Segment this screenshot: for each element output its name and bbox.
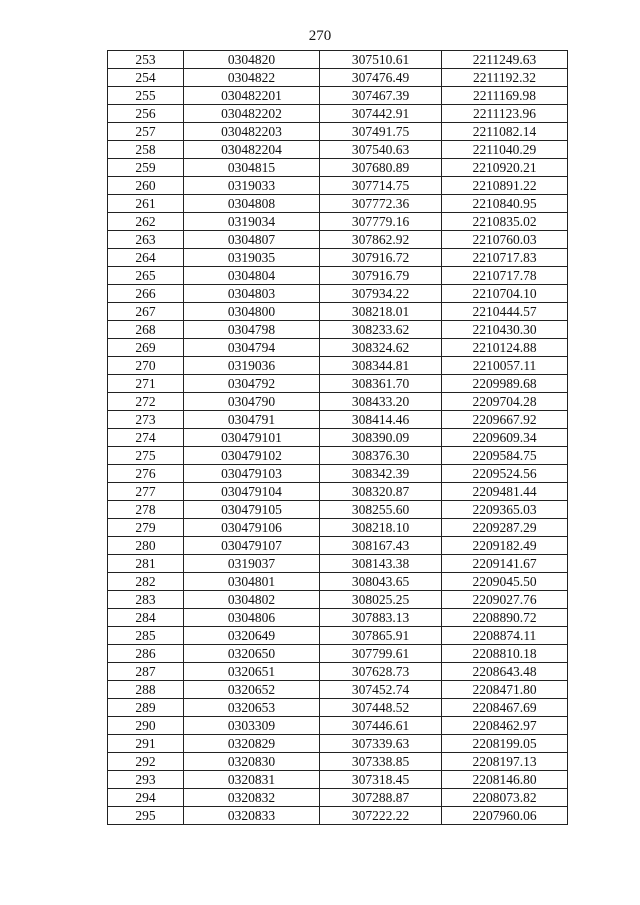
y-coordinate-cell: 2208890.72 bbox=[442, 609, 568, 627]
table-row bbox=[108, 285, 568, 303]
x-coordinate-cell: 307772.36 bbox=[320, 195, 442, 213]
y-coordinate-cell: 2208073.82 bbox=[442, 789, 568, 807]
table-body bbox=[108, 51, 568, 825]
table-row bbox=[108, 69, 568, 87]
point-id-cell: 0320649 bbox=[184, 627, 320, 645]
y-coordinate-cell: 2210430.30 bbox=[442, 321, 568, 339]
y-coordinate-cell: 2208471.80 bbox=[442, 681, 568, 699]
point-id-cell: 0319034 bbox=[184, 213, 320, 231]
table-row bbox=[108, 501, 568, 519]
table-row bbox=[108, 339, 568, 357]
x-coordinate-cell: 307714.75 bbox=[320, 177, 442, 195]
row-index-cell: 256 bbox=[108, 105, 184, 123]
row-index-cell: 283 bbox=[108, 591, 184, 609]
table-row bbox=[108, 375, 568, 393]
y-coordinate-cell: 2209609.34 bbox=[442, 429, 568, 447]
row-index-cell: 285 bbox=[108, 627, 184, 645]
table-row bbox=[108, 465, 568, 483]
table-row bbox=[108, 357, 568, 375]
point-id-cell: 0303309 bbox=[184, 717, 320, 735]
x-coordinate-cell: 307680.89 bbox=[320, 159, 442, 177]
y-coordinate-cell: 2208146.80 bbox=[442, 771, 568, 789]
row-index-cell: 288 bbox=[108, 681, 184, 699]
y-coordinate-cell: 2208462.97 bbox=[442, 717, 568, 735]
y-coordinate-cell: 2211192.32 bbox=[442, 69, 568, 87]
y-coordinate-cell: 2209481.44 bbox=[442, 483, 568, 501]
x-coordinate-cell: 307862.92 bbox=[320, 231, 442, 249]
x-coordinate-cell: 308324.62 bbox=[320, 339, 442, 357]
point-id-cell: 030479105 bbox=[184, 501, 320, 519]
y-coordinate-cell: 2209584.75 bbox=[442, 447, 568, 465]
point-id-cell: 0304820 bbox=[184, 51, 320, 69]
y-coordinate-cell: 2210444.57 bbox=[442, 303, 568, 321]
table-row bbox=[108, 645, 568, 663]
x-coordinate-cell: 308233.62 bbox=[320, 321, 442, 339]
x-coordinate-cell: 307916.72 bbox=[320, 249, 442, 267]
row-index-cell: 294 bbox=[108, 789, 184, 807]
x-coordinate-cell: 307491.75 bbox=[320, 123, 442, 141]
x-coordinate-cell: 307934.22 bbox=[320, 285, 442, 303]
table-row bbox=[108, 249, 568, 267]
y-coordinate-cell: 2210835.02 bbox=[442, 213, 568, 231]
y-coordinate-cell: 2209989.68 bbox=[442, 375, 568, 393]
point-id-cell: 0304790 bbox=[184, 393, 320, 411]
x-coordinate-cell: 307476.49 bbox=[320, 69, 442, 87]
y-coordinate-cell: 2210704.10 bbox=[442, 285, 568, 303]
x-coordinate-cell: 307628.73 bbox=[320, 663, 442, 681]
point-id-cell: 030482204 bbox=[184, 141, 320, 159]
x-coordinate-cell: 307883.13 bbox=[320, 609, 442, 627]
table-row bbox=[108, 159, 568, 177]
x-coordinate-cell: 308043.65 bbox=[320, 573, 442, 591]
row-index-cell: 272 bbox=[108, 393, 184, 411]
point-id-cell: 0320652 bbox=[184, 681, 320, 699]
x-coordinate-cell: 307452.74 bbox=[320, 681, 442, 699]
x-coordinate-cell: 307318.45 bbox=[320, 771, 442, 789]
point-id-cell: 0304801 bbox=[184, 573, 320, 591]
row-index-cell: 277 bbox=[108, 483, 184, 501]
point-id-cell: 030479103 bbox=[184, 465, 320, 483]
table-row bbox=[108, 177, 568, 195]
row-index-cell: 259 bbox=[108, 159, 184, 177]
y-coordinate-cell: 2208199.05 bbox=[442, 735, 568, 753]
row-index-cell: 254 bbox=[108, 69, 184, 87]
y-coordinate-cell: 2209027.76 bbox=[442, 591, 568, 609]
row-index-cell: 287 bbox=[108, 663, 184, 681]
x-coordinate-cell: 308344.81 bbox=[320, 357, 442, 375]
point-id-cell: 0319033 bbox=[184, 177, 320, 195]
x-coordinate-cell: 307779.16 bbox=[320, 213, 442, 231]
table-row bbox=[108, 771, 568, 789]
row-index-cell: 266 bbox=[108, 285, 184, 303]
table-row bbox=[108, 303, 568, 321]
point-id-cell: 0304808 bbox=[184, 195, 320, 213]
x-coordinate-cell: 308167.43 bbox=[320, 537, 442, 555]
x-coordinate-cell: 307799.61 bbox=[320, 645, 442, 663]
point-id-cell: 0304815 bbox=[184, 159, 320, 177]
point-id-cell: 0304802 bbox=[184, 591, 320, 609]
row-index-cell: 265 bbox=[108, 267, 184, 285]
table-row bbox=[108, 537, 568, 555]
table-row bbox=[108, 753, 568, 771]
x-coordinate-cell: 308433.20 bbox=[320, 393, 442, 411]
y-coordinate-cell: 2209524.56 bbox=[442, 465, 568, 483]
row-index-cell: 278 bbox=[108, 501, 184, 519]
table-row bbox=[108, 321, 568, 339]
point-id-cell: 0320651 bbox=[184, 663, 320, 681]
row-index-cell: 263 bbox=[108, 231, 184, 249]
table-row bbox=[108, 555, 568, 573]
row-index-cell: 257 bbox=[108, 123, 184, 141]
point-id-cell: 0319037 bbox=[184, 555, 320, 573]
point-id-cell: 0320832 bbox=[184, 789, 320, 807]
point-id-cell: 0304804 bbox=[184, 267, 320, 285]
table-row bbox=[108, 663, 568, 681]
table-row bbox=[108, 231, 568, 249]
x-coordinate-cell: 308342.39 bbox=[320, 465, 442, 483]
row-index-cell: 268 bbox=[108, 321, 184, 339]
row-index-cell: 271 bbox=[108, 375, 184, 393]
point-id-cell: 0320831 bbox=[184, 771, 320, 789]
y-coordinate-cell: 2210840.95 bbox=[442, 195, 568, 213]
x-coordinate-cell: 307916.79 bbox=[320, 267, 442, 285]
y-coordinate-cell: 2210760.03 bbox=[442, 231, 568, 249]
y-coordinate-cell: 2208197.13 bbox=[442, 753, 568, 771]
point-id-cell: 0319036 bbox=[184, 357, 320, 375]
point-id-cell: 030479101 bbox=[184, 429, 320, 447]
y-coordinate-cell: 2210057.11 bbox=[442, 357, 568, 375]
table-row bbox=[108, 807, 568, 825]
y-coordinate-cell: 2208467.69 bbox=[442, 699, 568, 717]
table-row bbox=[108, 483, 568, 501]
table-row bbox=[108, 735, 568, 753]
x-coordinate-cell: 307339.63 bbox=[320, 735, 442, 753]
coordinates-table bbox=[107, 50, 568, 825]
table-row bbox=[108, 141, 568, 159]
table-row bbox=[108, 609, 568, 627]
table-row bbox=[108, 591, 568, 609]
x-coordinate-cell: 308218.01 bbox=[320, 303, 442, 321]
point-id-cell: 030479104 bbox=[184, 483, 320, 501]
table-row bbox=[108, 429, 568, 447]
point-id-cell: 030482202 bbox=[184, 105, 320, 123]
x-coordinate-cell: 307446.61 bbox=[320, 717, 442, 735]
y-coordinate-cell: 2210717.83 bbox=[442, 249, 568, 267]
point-id-cell: 0304794 bbox=[184, 339, 320, 357]
x-coordinate-cell: 307222.22 bbox=[320, 807, 442, 825]
row-index-cell: 289 bbox=[108, 699, 184, 717]
table-row bbox=[108, 573, 568, 591]
table-row bbox=[108, 105, 568, 123]
row-index-cell: 281 bbox=[108, 555, 184, 573]
table-row bbox=[108, 123, 568, 141]
point-id-cell: 0304806 bbox=[184, 609, 320, 627]
y-coordinate-cell: 2211040.29 bbox=[442, 141, 568, 159]
table-row bbox=[108, 789, 568, 807]
row-index-cell: 253 bbox=[108, 51, 184, 69]
point-id-cell: 0304807 bbox=[184, 231, 320, 249]
x-coordinate-cell: 308390.09 bbox=[320, 429, 442, 447]
row-index-cell: 261 bbox=[108, 195, 184, 213]
point-id-cell: 030479107 bbox=[184, 537, 320, 555]
point-id-cell: 0304791 bbox=[184, 411, 320, 429]
y-coordinate-cell: 2209704.28 bbox=[442, 393, 568, 411]
y-coordinate-cell: 2211082.14 bbox=[442, 123, 568, 141]
row-index-cell: 282 bbox=[108, 573, 184, 591]
x-coordinate-cell: 308361.70 bbox=[320, 375, 442, 393]
table-row bbox=[108, 87, 568, 105]
point-id-cell: 0320830 bbox=[184, 753, 320, 771]
x-coordinate-cell: 307448.52 bbox=[320, 699, 442, 717]
table-row bbox=[108, 717, 568, 735]
y-coordinate-cell: 2208643.48 bbox=[442, 663, 568, 681]
y-coordinate-cell: 2209287.29 bbox=[442, 519, 568, 537]
x-coordinate-cell: 307288.87 bbox=[320, 789, 442, 807]
y-coordinate-cell: 2210124.88 bbox=[442, 339, 568, 357]
table-row bbox=[108, 627, 568, 645]
row-index-cell: 269 bbox=[108, 339, 184, 357]
point-id-cell: 030482203 bbox=[184, 123, 320, 141]
row-index-cell: 255 bbox=[108, 87, 184, 105]
row-index-cell: 295 bbox=[108, 807, 184, 825]
x-coordinate-cell: 307865.91 bbox=[320, 627, 442, 645]
x-coordinate-cell: 308218.10 bbox=[320, 519, 442, 537]
table-row bbox=[108, 411, 568, 429]
row-index-cell: 262 bbox=[108, 213, 184, 231]
row-index-cell: 275 bbox=[108, 447, 184, 465]
row-index-cell: 260 bbox=[108, 177, 184, 195]
row-index-cell: 270 bbox=[108, 357, 184, 375]
table-row bbox=[108, 267, 568, 285]
point-id-cell: 0304792 bbox=[184, 375, 320, 393]
row-index-cell: 286 bbox=[108, 645, 184, 663]
y-coordinate-cell: 2211249.63 bbox=[442, 51, 568, 69]
row-index-cell: 280 bbox=[108, 537, 184, 555]
table-row bbox=[108, 681, 568, 699]
x-coordinate-cell: 308414.46 bbox=[320, 411, 442, 429]
y-coordinate-cell: 2210891.22 bbox=[442, 177, 568, 195]
x-coordinate-cell: 308376.30 bbox=[320, 447, 442, 465]
y-coordinate-cell: 2209182.49 bbox=[442, 537, 568, 555]
point-id-cell: 030479106 bbox=[184, 519, 320, 537]
table-row bbox=[108, 51, 568, 69]
x-coordinate-cell: 307540.63 bbox=[320, 141, 442, 159]
row-index-cell: 267 bbox=[108, 303, 184, 321]
y-coordinate-cell: 2211123.96 bbox=[442, 105, 568, 123]
y-coordinate-cell: 2208810.18 bbox=[442, 645, 568, 663]
x-coordinate-cell: 307338.85 bbox=[320, 753, 442, 771]
table-row bbox=[108, 195, 568, 213]
table-row bbox=[108, 393, 568, 411]
page-number: 270 bbox=[308, 28, 332, 44]
row-index-cell: 273 bbox=[108, 411, 184, 429]
row-index-cell: 279 bbox=[108, 519, 184, 537]
row-index-cell: 264 bbox=[108, 249, 184, 267]
y-coordinate-cell: 2209045.50 bbox=[442, 573, 568, 591]
table-row bbox=[108, 699, 568, 717]
x-coordinate-cell: 307442.91 bbox=[320, 105, 442, 123]
point-id-cell: 0304822 bbox=[184, 69, 320, 87]
x-coordinate-cell: 307510.61 bbox=[320, 51, 442, 69]
x-coordinate-cell: 308255.60 bbox=[320, 501, 442, 519]
y-coordinate-cell: 2211169.98 bbox=[442, 87, 568, 105]
row-index-cell: 284 bbox=[108, 609, 184, 627]
y-coordinate-cell: 2210920.21 bbox=[442, 159, 568, 177]
x-coordinate-cell: 308025.25 bbox=[320, 591, 442, 609]
table-row bbox=[108, 519, 568, 537]
row-index-cell: 291 bbox=[108, 735, 184, 753]
y-coordinate-cell: 2209141.67 bbox=[442, 555, 568, 573]
x-coordinate-cell: 308143.38 bbox=[320, 555, 442, 573]
point-id-cell: 0319035 bbox=[184, 249, 320, 267]
point-id-cell: 0320833 bbox=[184, 807, 320, 825]
row-index-cell: 274 bbox=[108, 429, 184, 447]
point-id-cell: 0320650 bbox=[184, 645, 320, 663]
y-coordinate-cell: 2207960.06 bbox=[442, 807, 568, 825]
point-id-cell: 0320829 bbox=[184, 735, 320, 753]
row-index-cell: 293 bbox=[108, 771, 184, 789]
point-id-cell: 0304800 bbox=[184, 303, 320, 321]
row-index-cell: 258 bbox=[108, 141, 184, 159]
point-id-cell: 030479102 bbox=[184, 447, 320, 465]
x-coordinate-cell: 308320.87 bbox=[320, 483, 442, 501]
y-coordinate-cell: 2208874.11 bbox=[442, 627, 568, 645]
y-coordinate-cell: 2209667.92 bbox=[442, 411, 568, 429]
row-index-cell: 276 bbox=[108, 465, 184, 483]
point-id-cell: 030482201 bbox=[184, 87, 320, 105]
point-id-cell: 0320653 bbox=[184, 699, 320, 717]
table-row bbox=[108, 213, 568, 231]
y-coordinate-cell: 2209365.03 bbox=[442, 501, 568, 519]
x-coordinate-cell: 307467.39 bbox=[320, 87, 442, 105]
point-id-cell: 0304803 bbox=[184, 285, 320, 303]
y-coordinate-cell: 2210717.78 bbox=[442, 267, 568, 285]
point-id-cell: 0304798 bbox=[184, 321, 320, 339]
row-index-cell: 292 bbox=[108, 753, 184, 771]
table-row bbox=[108, 447, 568, 465]
row-index-cell: 290 bbox=[108, 717, 184, 735]
